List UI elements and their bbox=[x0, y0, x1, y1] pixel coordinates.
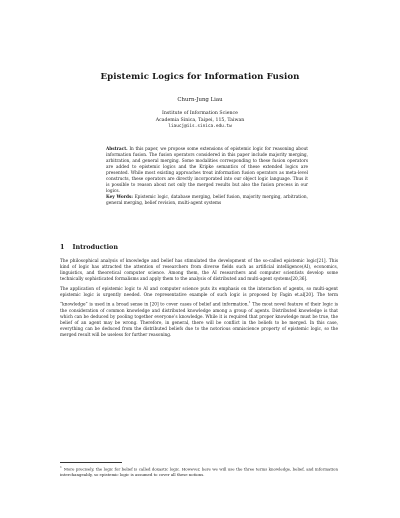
abstract-label: Abstract. bbox=[106, 147, 128, 152]
address: Academia Sinica, Taipei, 115, Taiwan bbox=[155, 117, 245, 123]
institute: Institute of Information Science bbox=[162, 111, 238, 116]
keywords-text: Epistemic logic, database merging, belief fusion, majority merging, arbitration, general merging, belief revision, multi-agent systems bbox=[106, 195, 308, 207]
paragraph: The philosophical analysis of knowledge and belief has stimulated the development of the so-called epistemic logic[21]. This kind of logic has attracted the attention of researchers from diverse fields such as artificial intelligence(AI), economics, linguistics, and theoretical computer science. Among them, the AI researchers and computer scientists develop some technically sophisticated formalisms and apply them to the analysis of distributed and multi-agent systems[20,36]. bbox=[60, 259, 338, 283]
body-text bbox=[60, 259, 338, 343]
affiliation bbox=[60, 111, 340, 131]
paragraph-text: The application of epistemic logic to AI and computer science puts its emphasis on the interaction of agents, so multi-agent epistemic logic is urgently needed. One representative example of such logic is proposed by Fagin et.al[20]. The term “knowledge” is used in a broad sense in [20] to cover cases of belief and information. bbox=[60, 287, 338, 308]
footnote-ref: 1 bbox=[248, 300, 251, 305]
abstract-text: In this paper, we propose some extensions of epistemic logic for reasoning about information fusion. The fusion operators considered in this paper include majority merging, arbitration, and general merging. Some modalities corresponding to these fusion operators are added to epistemic logics and the Kripke semantics of these extended logics are presented. While most existing approaches treat information fusion operators as meta-level constructs, these operators are directly incorporated into our object logic language. Thus it is possible to reason about not only the merged results but also the fusion process in our logics. bbox=[106, 147, 308, 195]
section-title: Introduction bbox=[72, 243, 118, 251]
section-number: 1 bbox=[60, 243, 65, 251]
paragraph-text: The most novel feature of their logic is the consideration of common knowledge and distributed knowledge among a group of agents. Distributed knowledge is that which can be deduced by pooling together everyone’s knowledge. While it is required that proper knowledge must be true, the belief of an agent may be wrong. Therefore, in general, there will be conflict in the beliefs to be merged. In this case, everything can be deduced from the distributed beliefs due to the notorious omniscience property of epistemic logic, so the merged result will be useless for further reasoning. bbox=[60, 302, 339, 338]
footnote-text: More precisely, the logic for belief is called doxastic logic. However, here we will use the three terms knowledge, belief, and information interchangeably, so epistemic logic is assumed to cover all these notions. bbox=[60, 466, 338, 477]
paper-title: Epistemic Logics for Information Fusion bbox=[100, 72, 300, 82]
abstract-block bbox=[106, 147, 308, 207]
author-name: Churn-Jung Liau bbox=[177, 97, 223, 103]
author-email: liaucj@iis.sinica.edu.tw bbox=[168, 124, 232, 130]
footnote bbox=[60, 465, 338, 478]
footnote-marker: 1 bbox=[60, 465, 62, 469]
keywords-label: Key Words: bbox=[106, 195, 133, 201]
section-heading bbox=[60, 243, 118, 251]
footnote-rule bbox=[60, 462, 122, 463]
paragraph bbox=[60, 287, 338, 339]
